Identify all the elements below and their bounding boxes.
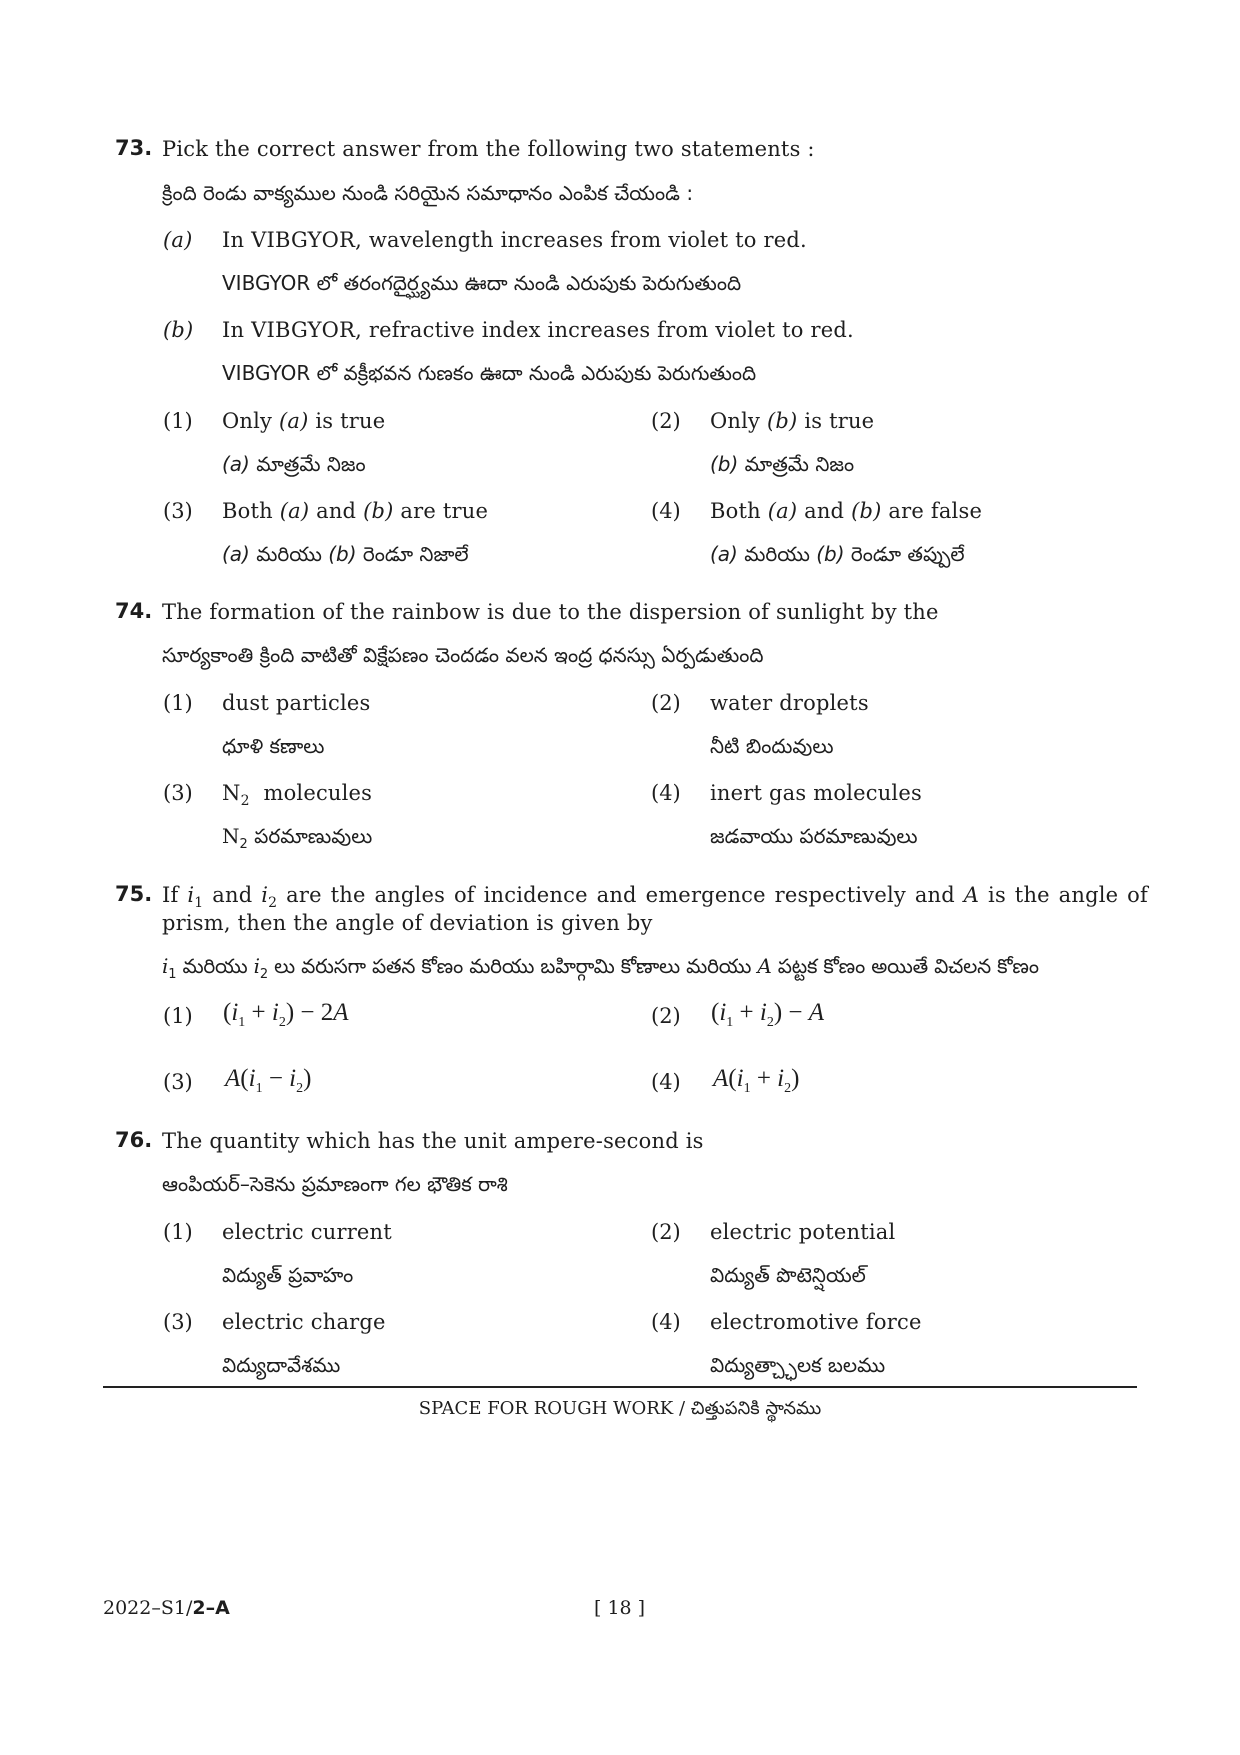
statement-label: (a): [163, 228, 193, 252]
question-number: 76.: [115, 1128, 153, 1152]
option-text-telugu: విద్యుత్చ్ఛాలక బలము: [710, 1353, 886, 1377]
option-text: electromotive force: [710, 1310, 922, 1334]
statement-text: In VIBGYOR, refractive index increases from violet to red.: [222, 318, 854, 342]
question-text: The quantity which has the unit ampere-second is: [162, 1129, 704, 1153]
option-text-telugu: (b) మాత్రమే నిజం: [710, 452, 855, 476]
option-text: inert gas molecules: [710, 781, 922, 805]
option-number: (1): [163, 691, 193, 715]
question-text-telugu: $i_1$ మరియు $i_2$ లు వరుసగా పతన కోణం మరియు బహిర్గామి కోణాలు మరియు A పట్టక కోణం అయితే విచలన కోణం: [162, 954, 1039, 982]
option-number: (2): [651, 691, 681, 715]
question-text-telugu: సూర్యకాంతి క్రింది వాటితో విక్షేపణం చెందడం వలన ఇంద్ర ధనస్సు ఏర్పడుతుంది: [162, 643, 764, 667]
paper-code: 2022–S1/2–A: [103, 1597, 230, 1619]
question-text: Pick the correct answer from the following two statements :: [162, 137, 815, 161]
option-text-telugu: ధూళి కణాలు: [222, 734, 325, 758]
option-text: dust particles: [222, 691, 371, 715]
option-number: (4): [651, 1310, 681, 1334]
option-number: (2): [651, 409, 681, 433]
option-text: electric current: [222, 1220, 392, 1244]
option-number: (2): [651, 1220, 681, 1244]
option-number: (4): [651, 781, 681, 805]
option-number: (1): [163, 409, 193, 433]
option-number: (3): [163, 781, 193, 805]
question-number: 74.: [115, 599, 153, 623]
option-expression: $(i_1 + i_2) - A$: [711, 999, 825, 1030]
option-text-telugu: విద్యుత్ పొటెన్షియల్: [710, 1263, 866, 1287]
option-number: (3): [163, 1070, 193, 1094]
option-text: electric charge: [222, 1310, 386, 1334]
option-number: (3): [163, 1310, 193, 1334]
option-text: Only (a) is true: [222, 409, 386, 433]
statement-text-telugu: VIBGYOR లో తరంగదైర్ఘ్యము ఊదా నుండి ఎరుపుకు పెరుగుతుంది: [222, 271, 742, 295]
option-number: (1): [163, 1004, 193, 1028]
option-text: $N_2$ molecules: [222, 781, 373, 810]
option-text-telugu: జడవాయు పరమాణువులు: [710, 824, 918, 848]
option-text-telugu: (a) మరియు (b) రెండూ నిజాలే: [222, 542, 469, 566]
question-text-telugu: క్రింది రెండు వాక్యముల నుండి సరియైన సమాధానం ఎంపిక చేయండి :: [162, 181, 694, 205]
option-text: Both (a) and (b) are true: [222, 499, 489, 523]
option-text: water droplets: [710, 691, 869, 715]
option-text: Only (b) is true: [710, 409, 875, 433]
option-expression: $(i_1 + i_2) - 2A$: [223, 999, 349, 1030]
option-text-telugu: $N_2$ పరమాణువులు: [222, 824, 373, 852]
option-number: (4): [651, 1070, 681, 1094]
question-text-telugu: ఆంపియర్–సెకెను ప్రమాణంగా గల భౌతిక రాశి: [162, 1172, 508, 1196]
option-number: (2): [651, 1004, 681, 1028]
question-text-line2: prism, then the angle of deviation is given by: [162, 911, 653, 935]
option-text-telugu: నీటి బిందువులు: [710, 734, 834, 758]
statement-text-telugu: VIBGYOR లో వక్రీభవన గుణకం ఊదా నుండి ఎరుపుకు పెరుగుతుంది: [222, 361, 757, 385]
option-text-telugu: (a) మాత్రమే నిజం: [222, 452, 366, 476]
option-expression: $A(i_1 - i_2)$: [225, 1065, 312, 1096]
option-text: Both (a) and (b) are false: [710, 499, 983, 523]
option-number: (3): [163, 499, 193, 523]
rough-work-label: SPACE FOR ROUGH WORK / చిత్తుపనికి స్థానము: [418, 1398, 822, 1419]
statement-text: In VIBGYOR, wavelength increases from violet to red.: [222, 228, 807, 252]
statement-label: (b): [163, 318, 194, 342]
option-text: electric potential: [710, 1220, 896, 1244]
question-number: 73.: [115, 136, 153, 160]
option-text-telugu: విద్యుత్ ప్రవాహం: [222, 1263, 354, 1287]
option-text-telugu: (a) మరియు (b) రెండూ తప్పులే: [710, 542, 965, 566]
option-text-telugu: విద్యుదావేశము: [222, 1353, 341, 1377]
option-expression: $A(i_1 + i_2)$: [713, 1065, 800, 1096]
question-text: If $i_1$ and $i_2$ are the angles of incidence and emergence respectively and A is the angle of: [162, 883, 1148, 912]
option-number: (4): [651, 499, 681, 523]
question-text: The formation of the rainbow is due to the dispersion of sunlight by the: [162, 600, 939, 624]
option-number: (1): [163, 1220, 193, 1244]
page-number: [ 18 ]: [594, 1597, 646, 1619]
rough-work-divider: [103, 1386, 1137, 1388]
question-number: 75.: [115, 882, 153, 906]
